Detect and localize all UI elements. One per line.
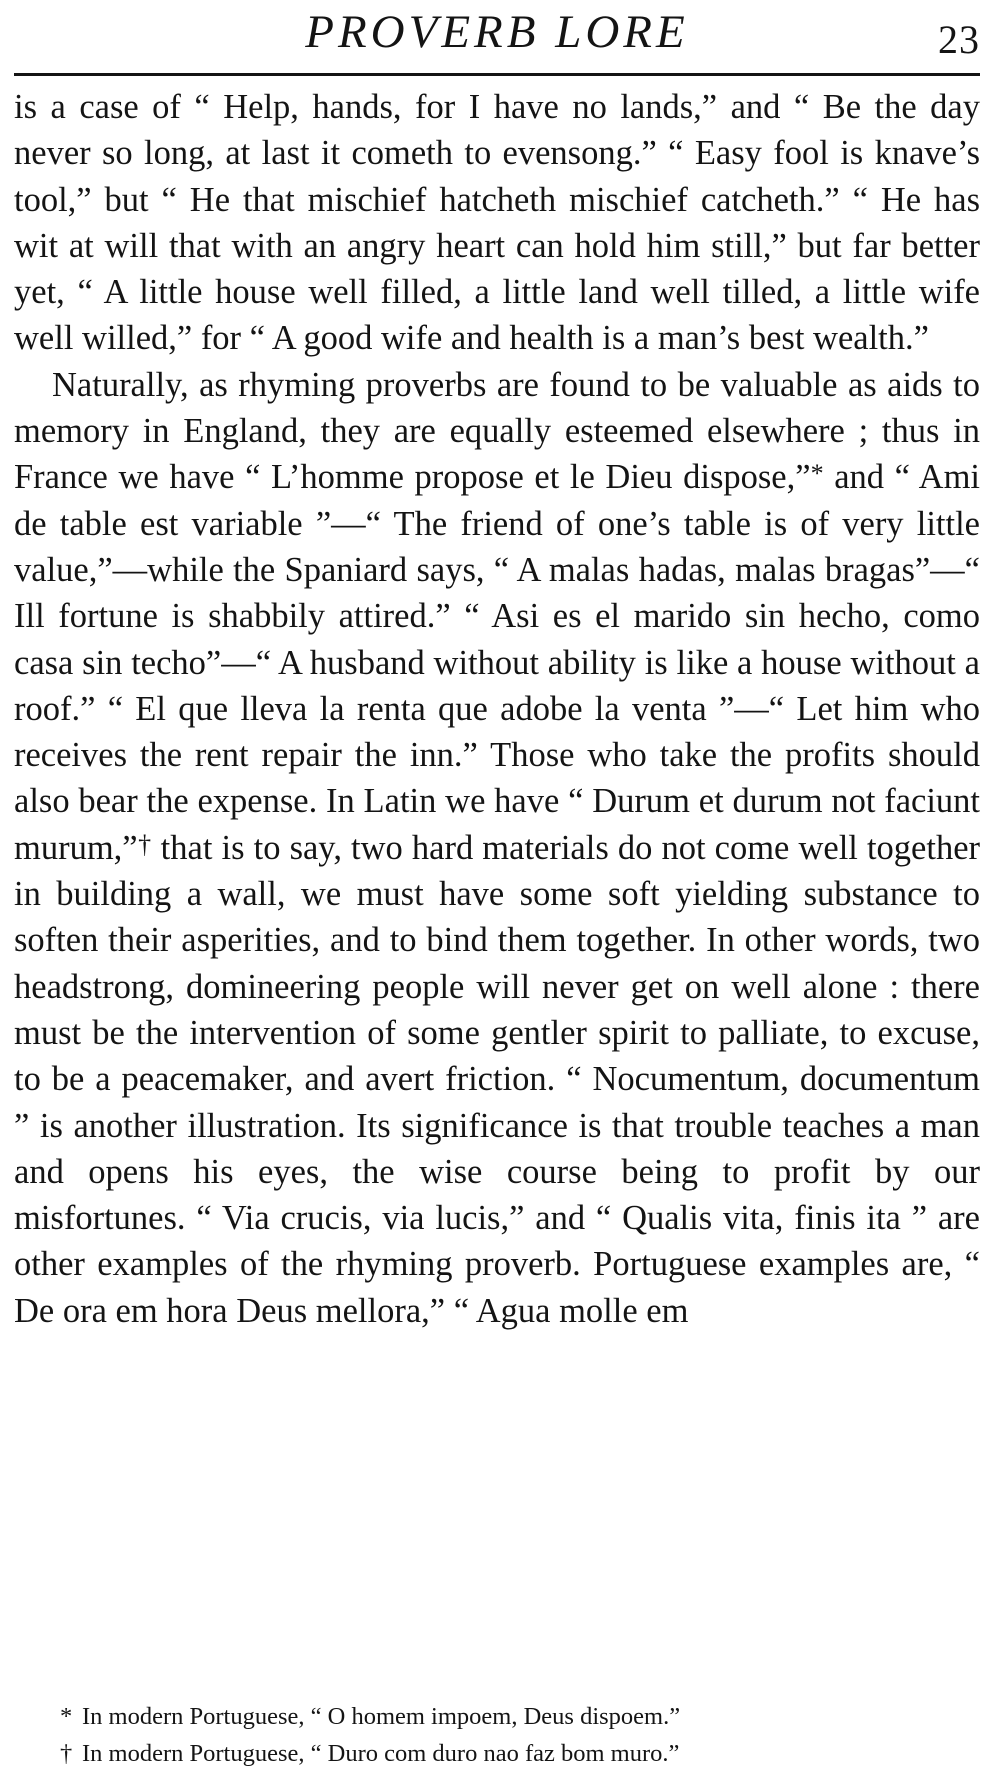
footnote-mark: † xyxy=(60,1740,73,1767)
running-title: PROVERB LORE xyxy=(305,6,689,58)
paragraph-2-part-1: Naturally, as rhyming proverbs are found to be valuable as aids to memory in England, they are equally esteemed elsewhere ; thus in France we have “ L’homme propose et le Dieu dispose,” xyxy=(14,365,980,497)
page-number: 23 xyxy=(938,17,980,62)
page-header xyxy=(14,0,980,78)
footnote-text: In modern Portuguese, “ O homem impoem, Deus dispoem.” xyxy=(82,1703,681,1730)
footnotes xyxy=(60,1698,980,1772)
paragraph-2-part-3: that is to say, two hard materials do not come well together in building a wall, we must have some soft yielding substance to soften their asperities, and to bind them together. In other words, two headstrong, domineering people will never get on well alone : there must be the intervention of some gentler spirit to palliate, to excuse, to be a peacemaker, and avert friction. “ Nocumentum, documentum ” is another illustration. Its significance is that trouble teaches a man and opens his eyes, the wise course being to profit by our misfortunes. “ Via crucis, via lucis,” and “ Qualis vita, finis ita ” are other examples of the rhyming proverb. Portuguese examples are, “ De ora em hora Deus mellora,” “ Agua molle em xyxy=(14,828,981,1330)
body-text xyxy=(14,84,980,1334)
footnote-asterisk xyxy=(60,1698,980,1735)
footnote-mark: * xyxy=(60,1703,73,1730)
paragraph-2 xyxy=(14,362,980,1334)
footnote-reference-asterisk: * xyxy=(810,459,824,489)
footnote-text: In modern Portuguese, “ Duro com duro nao faz bom muro.” xyxy=(82,1740,680,1767)
header-rule xyxy=(14,73,980,76)
footnote-dagger xyxy=(60,1735,980,1772)
paragraph-2-part-2: and “ Ami de table est variable ”—“ The friend of one’s table is of very little value,”—while the Spaniard says, “ A malas hadas, malas bragas”—“ Ill fortune is shabbily attired.” “ Asi es el marido sin hecho, como casa sin techo”—“ A husband without ability is like a house without a roof.” “ El que lleva la renta que adobe la venta ”—“ Let him who receives the rent repair the inn.” Those who take the profits should also bear the expense. In Latin we have “ Durum et durum not faciunt murum,” xyxy=(14,458,980,867)
footnote-reference-dagger: † xyxy=(137,829,152,859)
paragraph-1: is a case of “ Help, hands, for I have no lands,” and “ Be the day never so long, at last it cometh to evensong.” “ Easy fool is knave’s tool,” but “ He that mischief hatcheth mischief catcheth.” “ He has wit at will that with an angry heart can hold him still,” but far better yet, “ A little house well filled, a little land well tilled, a little wife well willed,” for “ A good wife and health is a man’s best wealth.” xyxy=(14,88,980,358)
